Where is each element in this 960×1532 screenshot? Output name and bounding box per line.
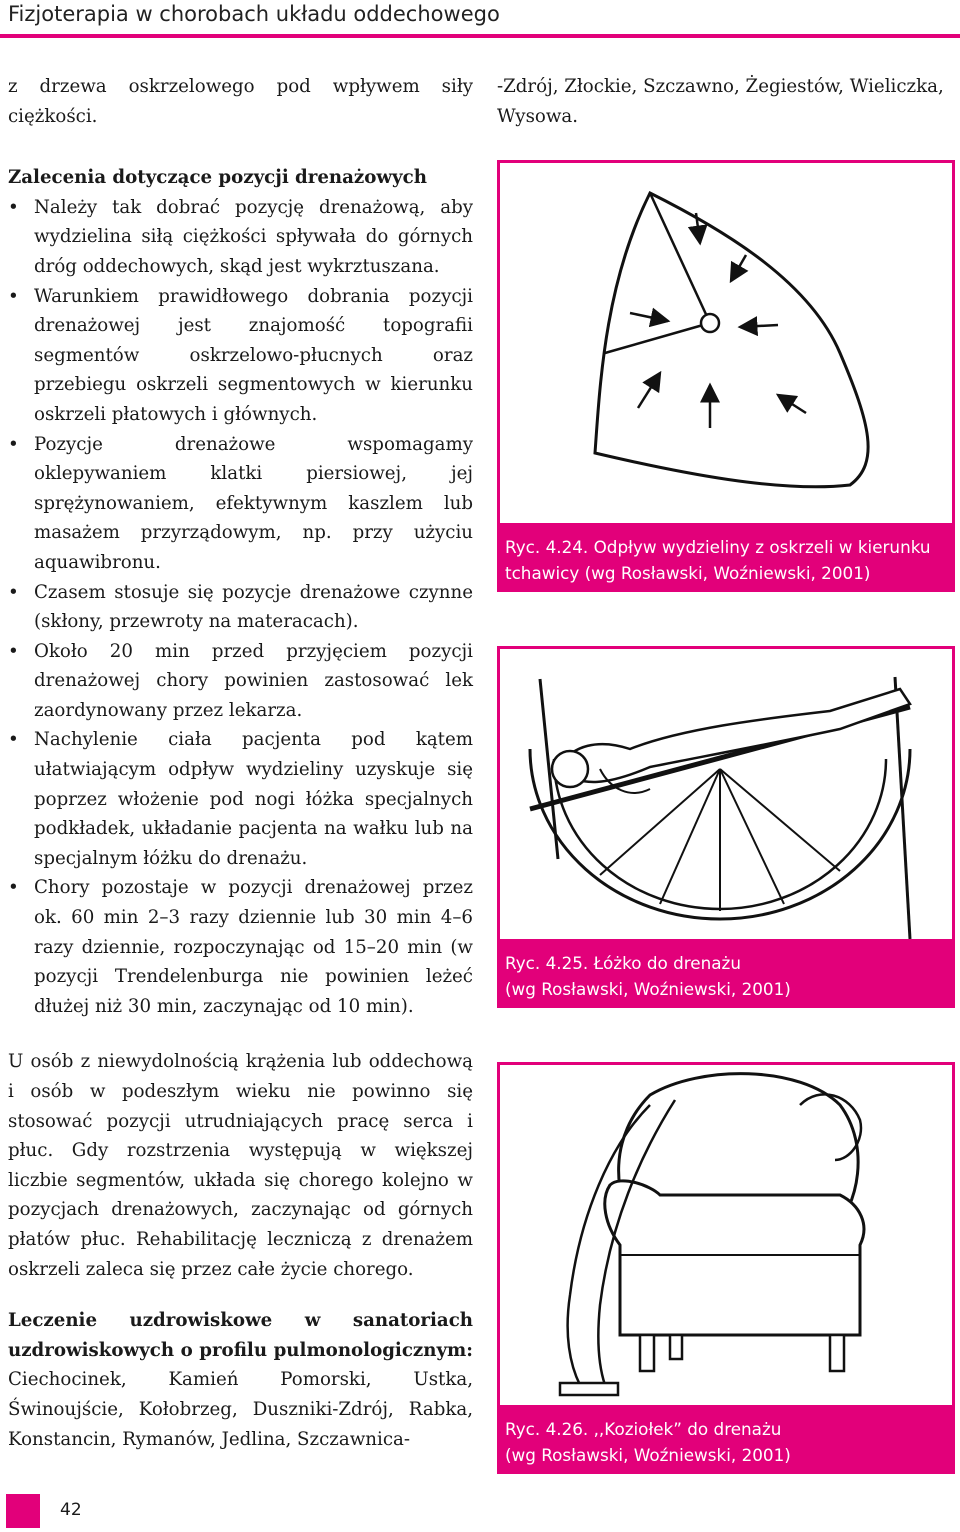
spa-list: Ciechocinek, Kamień Pomorski, Ustka, Świnoujście, Kołobrzeg, Duszniki-Zdrój, Rabka, Konstancin, Rymanów, Jedlina, Szczawnica- — [8, 1369, 473, 1450]
page-marker — [6, 1494, 40, 1528]
running-title: Fizjoterapia w chorobach układu oddechowego — [8, 2, 500, 26]
body-paragraph: U osób z niewydolnością krążenia lub oddechową i osób w podeszłym wieku nie powinno się stosować pozycji utrudniających pracę serca i płuc. Gdy rozstrzenia występują w większej liczbie segmentów, układa się chorego kolejno w pozycjach drenażowych, zaczynając od górnych płatów płuc. Rehabilitację leczniczą z drenażem oskrzeli zaleca się przez całe życie chorego. — [8, 1051, 473, 1280]
left-column — [8, 72, 473, 1454]
figure-caption — [497, 526, 955, 592]
caption-line: Ryc. 4.26. ,,Koziołek” do drenażu — [505, 1419, 782, 1439]
list-item: • Czasem stosuje się pozycje drenażowe czynne (skłony, przewroty na materacach). — [8, 578, 473, 637]
stool-illustration — [500, 1065, 952, 1405]
page-header — [0, 0, 960, 40]
recommendations-list — [8, 193, 473, 1022]
list-item: • Warunkiem prawidłowego dobrania pozycji drenażowej jest znajomość topografii segmentów oskrzelowo-płucnych oraz przebiegu oskrzeli segmentowych w kierunku oskrzeli płatowych i głównych. — [8, 282, 473, 430]
caption-line: tchawicy (wg Rosławski, Woźniewski, 2001) — [505, 563, 871, 583]
header-rule — [0, 34, 960, 38]
page-number-text: 42 — [60, 1500, 82, 1520]
figure-lung-drainage — [497, 160, 955, 526]
lung-illustration — [500, 163, 952, 523]
figure-caption — [497, 1408, 955, 1474]
page-number — [0, 1494, 88, 1532]
list-item: • Około 20 min przed przyjęciem pozycji drenażowej chory powinien zastosować lek zaordynowany przez lekarza. — [8, 637, 473, 726]
caption-line: (wg Rosławski, Woźniewski, 2001) — [505, 979, 791, 999]
intro-text: z drzewa oskrzelowego pod wpływem siły ciężkości. — [8, 76, 473, 127]
caption-line: Ryc. 4.24. Odpływ wydzieliny z oskrzeli w kierunku — [505, 537, 931, 557]
continuation-text: -Zdrój, Złockie, Szczawno, Żegiestów, Wieliczka, Wysowa. — [497, 76, 944, 127]
figure-drainage-stool — [497, 1062, 955, 1408]
spa-heading: Leczenie uzdrowiskowe w sanatoriach uzdrowiskowych o profilu pulmonologicznym: — [8, 1310, 473, 1361]
list-item: • Chory pozostaje w pozycji drenażowej przez ok. 60 min 2–3 razy dziennie lub 30 min 4–6 razy dziennie, rozpoczynając od 15–20 min (w pozycji Trendelenburga nie powinien leżeć dłużej niż 30 min, zaczynając od 10 min). — [8, 873, 473, 1021]
figure-drainage-bed — [497, 646, 955, 942]
caption-line: Ryc. 4.25. Łóżko do drenażu — [505, 953, 741, 973]
caption-line: (wg Rosławski, Woźniewski, 2001) — [505, 1445, 791, 1465]
list-item: • Pozycje drenażowe wspomagamy oklepywaniem klatki piersiowej, jej sprężynowaniem, efektywnym kaszlem lub masażem przyrządowym, np. przy użyciu aquawibronu. — [8, 430, 473, 578]
figure-caption — [497, 942, 955, 1008]
right-column — [497, 72, 957, 131]
section-heading: Zalecenia dotyczące pozycji drenażowych — [8, 167, 427, 189]
list-item: • Należy tak dobrać pozycję drenażową, aby wydzielina siłą ciężkości spływała do górnych dróg oddechowych, skąd jest wykrztuszana. — [8, 193, 473, 282]
bed-illustration — [500, 649, 952, 939]
list-item: • Nachylenie ciała pacjenta pod kątem ułatwiającym odpływ wydzieliny uzyskuje się poprzez włożenie pod nogi łóżka specjalnych podkładek, układanie pacjenta na wałku lub na specjalnym łóżku do drenażu. — [8, 725, 473, 873]
spa-paragraph — [8, 1306, 473, 1454]
